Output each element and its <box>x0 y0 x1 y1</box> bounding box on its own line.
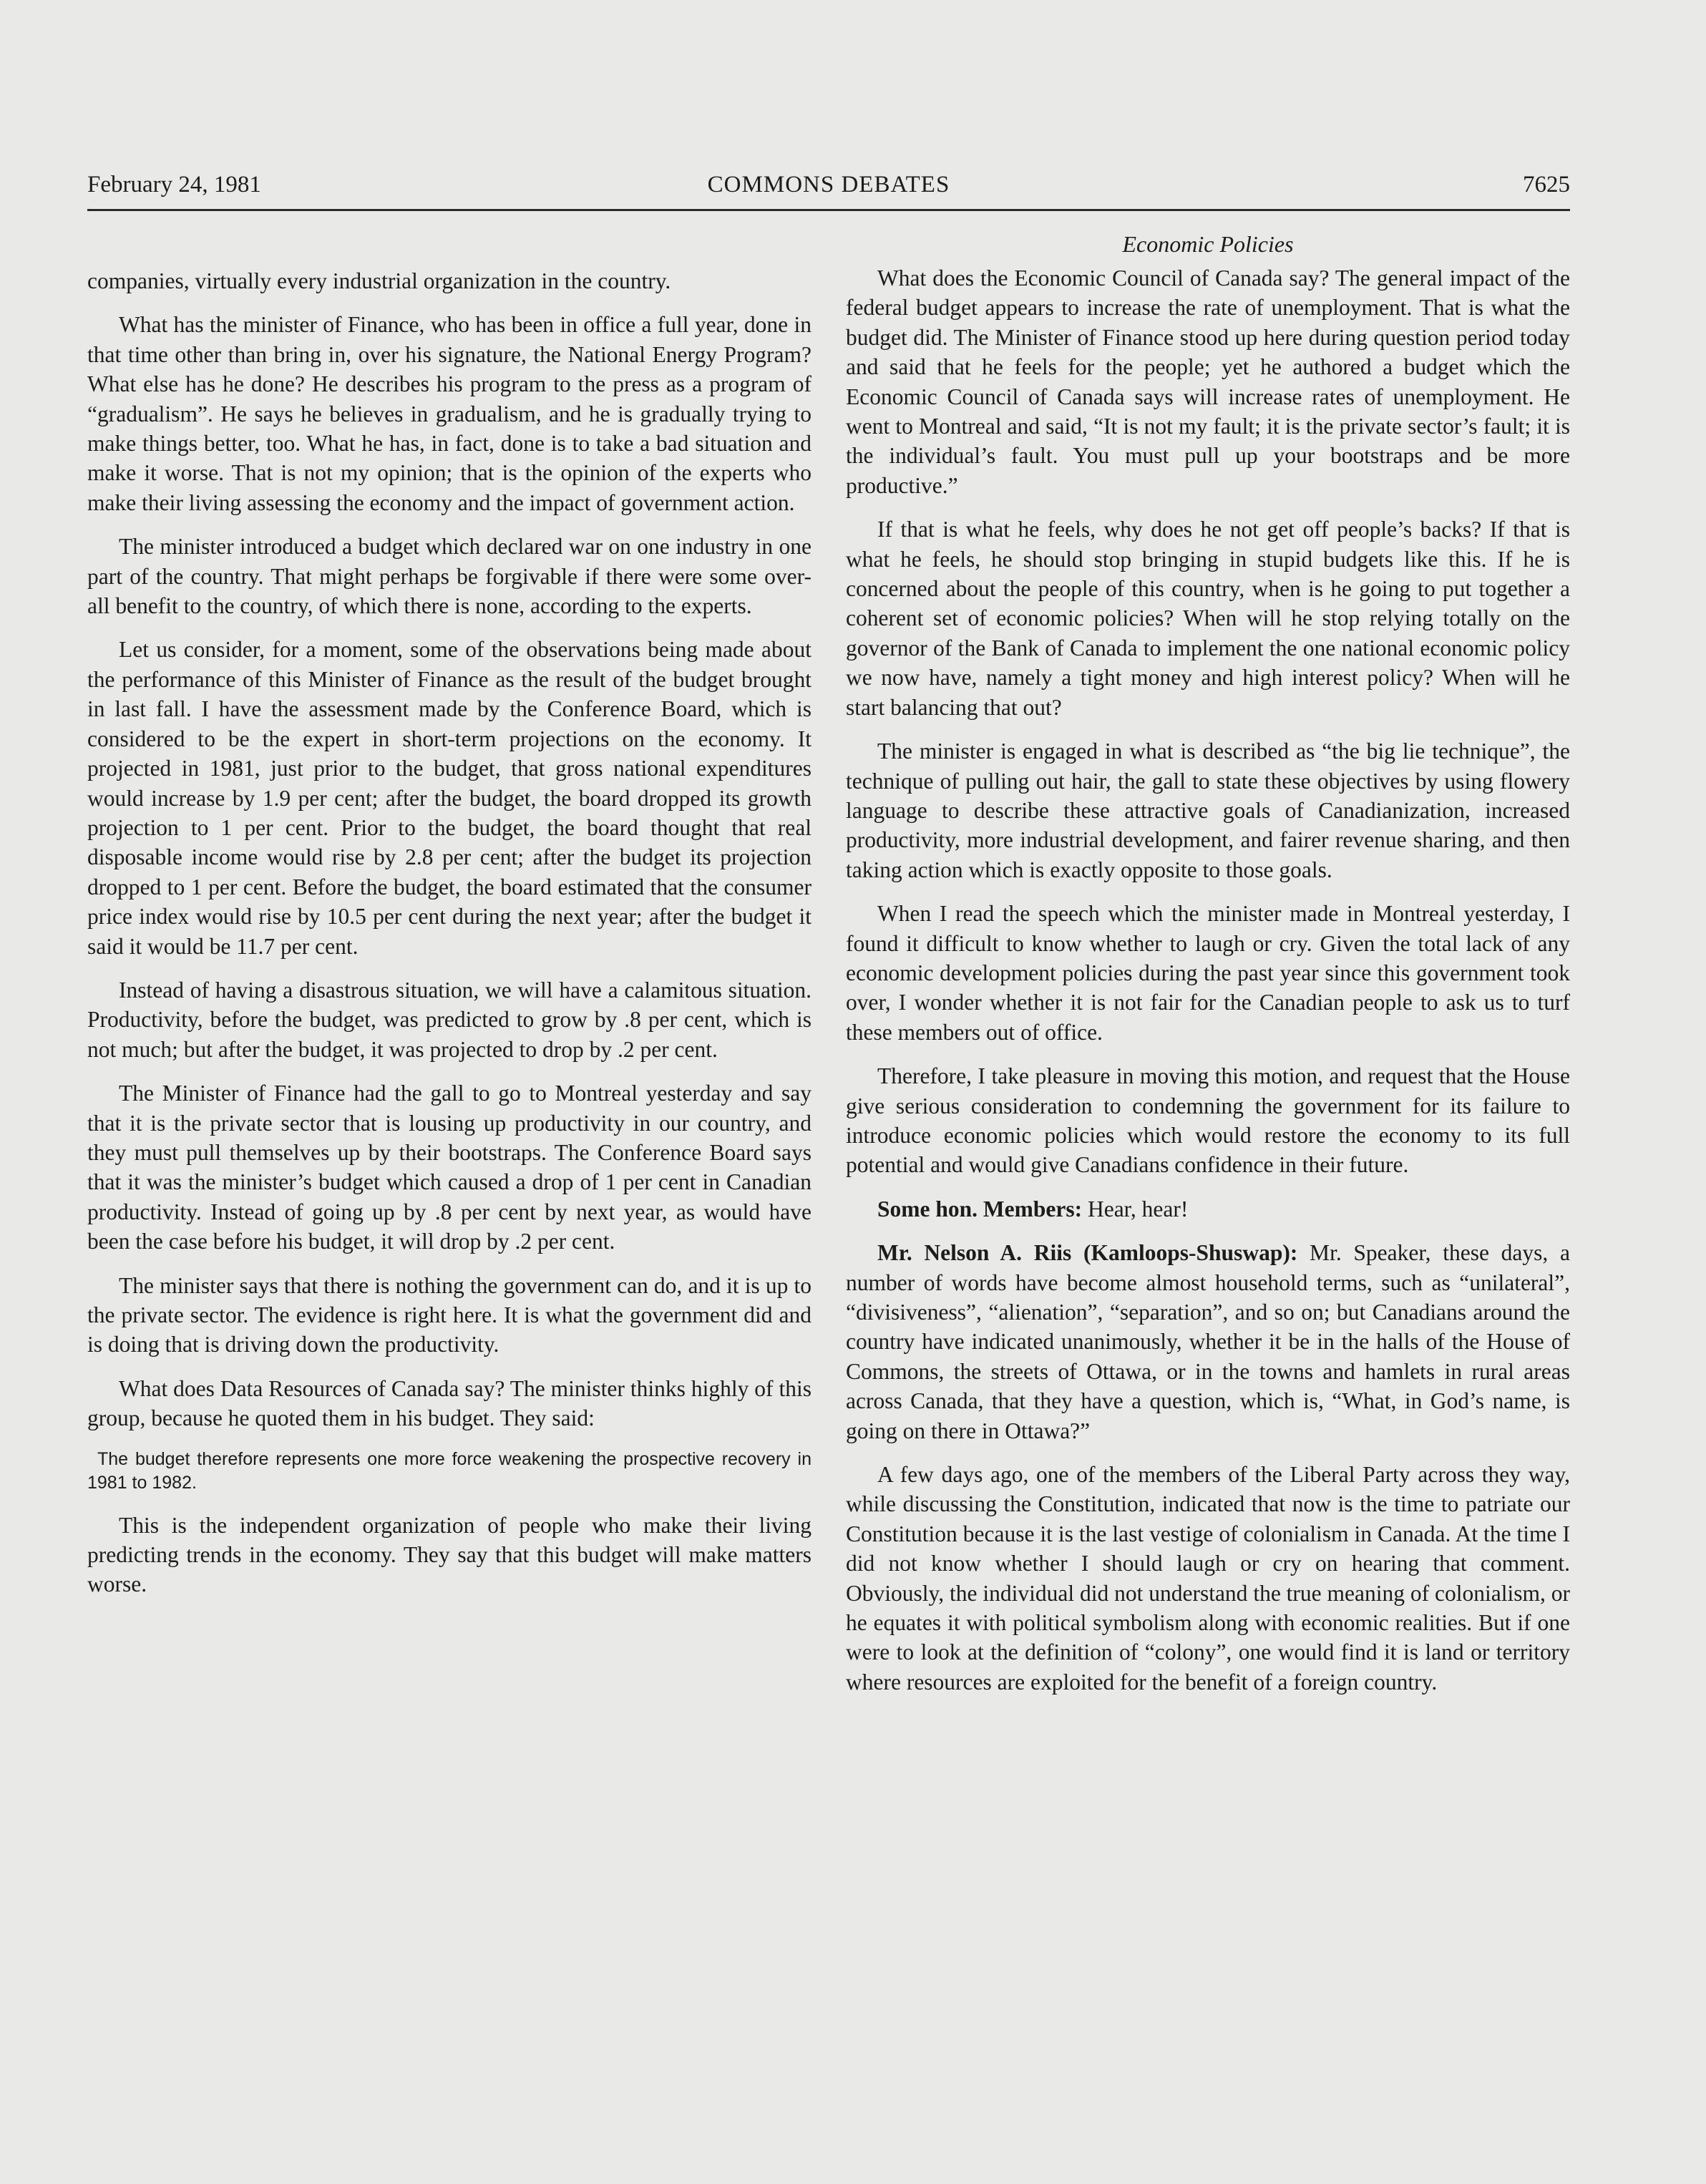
paragraph: The minister says that there is nothing the government can do, and it is up to the private sector. The evidence is right here. It is what the government did and is doing that is driving down the productivity. <box>87 1272 811 1357</box>
paragraph: When I read the speech which the minister made in Montreal yesterday, I found it difficult to know whether to laugh or cry. Given the total lack of any economic development policies during the past year since this government took over, I wonder whether it is not fair for the Canadian people to ask us to turf these members out of office. <box>846 901 1570 1045</box>
header-date: February 24, 1981 <box>87 172 261 198</box>
header-title: COMMONS DEBATES <box>707 172 950 198</box>
page-number: 7625 <box>1523 172 1570 198</box>
speech-text: Mr. Speaker, these days, a number of words have become almost household terms, such as “unilateral”, “divisiveness”, “alienation”, “separation”, and so on; but Canadians around the country have indicated unanimously, whether it be in the halls of the House of Commons, the streets of Ottawa, or in the towns and hamlets in rural areas across Canada, that they have a question, which is, “What, in God’s name, is going on there in Ottawa?” <box>846 1240 1570 1443</box>
speaker-name: Mr. Nelson A. Riis (Kamloops-Shuswap): <box>877 1240 1298 1266</box>
right-column <box>846 229 1570 1711</box>
speech-text: Hear, hear! <box>1082 1196 1189 1222</box>
speaker-name: Some hon. Members: <box>877 1196 1083 1222</box>
paragraph: companies, virtually every industrial organization in the country. <box>87 268 671 293</box>
paragraph: The Minister of Finance had the gall to go to Montreal yesterday and say that it is the private sector that is lousing up productivity in our country, and they must pull themselves up by their bootstraps. The Conference Board says that it was the minister’s budget which caused a drop of 1 per cent in Canadian productivity. Instead of going up by .8 per cent by next year, as would have been the case before his budget, it will drop by .2 per cent. <box>87 1081 811 1254</box>
page-header <box>87 172 1570 211</box>
interjection <box>846 1194 1570 1224</box>
paragraph: What has the minister of Finance, who has been in office a full year, done in that time other than bring in, over his signature, the National Energy Program? What else has he done? He describes his program to the press as a program of “gradualism”. He says he believes in gradualism, and he is gradually trying to make things better, too. What he has, in fact, done is to take a bad situation and make it worse. That is not my opinion; that is the opinion of the experts who make their living assessing the economy and the impact of government action. <box>87 312 811 515</box>
left-column <box>87 266 811 1614</box>
paragraph: Let us consider, for a moment, some of the observations being made about the performance of this Minister of Finance as the result of the budget brought in last fall. I have the assessment made by the Conference Board, which is considered to be the expert in short-term projections on the economy. It projected in 1981, just prior to the budget, that gross national expenditures would increase by 1.9 per cent; after the budget, the board dropped its growth projection to 1 per cent. Prior to the budget, the board thought that real disposable income would rise by 2.8 per cent; after the budget its projection dropped to 1 per cent. Before the budget, the board estimated that the consumer price index would rise by 10.5 per cent during the next year; after the budget it said it would be 11.7 per cent. <box>87 637 811 959</box>
paragraph: Instead of having a disastrous situation, we will have a calamitous situation. Productivity, before the budget, was predicted to grow by .8 per cent, which is not much; but after the budget, it was projected to drop by .2 per cent. <box>87 977 811 1062</box>
block-quote: The budget therefore represents one more force weakening the prospective recovery in 1981 to 1982. <box>87 1448 811 1493</box>
paragraph: What does Data Resources of Canada say? The minister thinks highly of this group, because he quoted them in his budget. They said: <box>87 1375 811 1431</box>
paragraph: This is the independent organization of people who make their living predicting trends in the economy. They say that this budget will make matters worse. <box>87 1512 811 1597</box>
paragraph: Therefore, I take pleasure in moving this motion, and request that the House give serious consideration to condemning the government for its failure to introduce economic policies which would restore the economy to its full potential and would give Canadians confidence in their future. <box>846 1063 1570 1178</box>
paragraph: A few days ago, one of the members of the Liberal Party across they way, while discussing the Constitution, indicated that now is the time to patriate our Constitution because it is the last vestige of colonialism in Canada. At the time I did not know whether I should laugh or cry on hearing that comment. Obviously, the individual did not understand the true meaning of colonialism, or he equates it with political symbolism along with economic realities. But if one were to look at the definition of “colony”, one would find it is land or territory where resources are exploited for the benefit of a foreign country. <box>846 1462 1570 1695</box>
paragraph: What does the Economic Council of Canada say? The general impact of the federal budget appears to increase the rate of unemployment. That is what the budget did. The Minister of Finance stood up here during question period today and said that he feels for the people; yet he authored a budget which the Economic Council of Canada says will increase rates of unemployment. He went to Montreal and said, “It is not my fault; it is the private sector’s fault; it is the individual’s fault. You must pull up your bootstraps and be more productive.” <box>846 265 1570 498</box>
paragraph: The minister introduced a budget which declared war on one industry in one part of the country. That might perhaps be forgivable if there were some over-all benefit to the country, of which there is none, according to the experts. <box>87 534 811 619</box>
speech <box>846 1238 1570 1446</box>
paragraph: If that is what he feels, why does he not get off people’s backs? If that is what he feels, he should stop bringing in stupid budgets like this. If he is concerned about the people of this country, when is he going to put together a coherent set of economic policies? When will he stop relying totally on the governor of the Bank of Canada to implement the one national economic policy we now have, namely a tight money and high interest policy? When will he start balancing that out? <box>846 517 1570 720</box>
paragraph: The minister is engaged in what is described as “the big lie technique”, the technique of pulling out hair, the gall to state these objectives by using flowery language to describe these attractive goals of Canadianization, increased productivity, more industrial development, and fairer revenue sharing, and then taking action which is exactly opposite to those goals. <box>846 738 1570 882</box>
section-heading: Economic Policies <box>1122 231 1294 257</box>
